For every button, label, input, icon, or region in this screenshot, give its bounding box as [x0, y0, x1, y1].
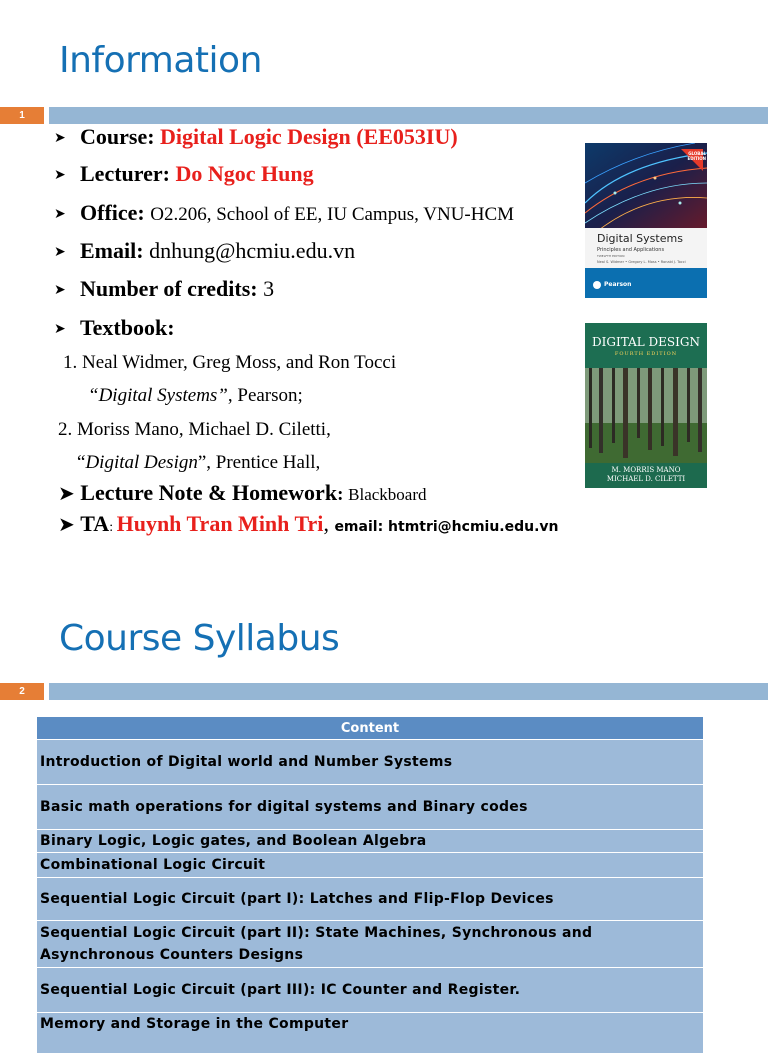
- email-value[interactable]: dnhung@hcmiu.edu.vn: [149, 238, 356, 263]
- book-cover-art: [585, 143, 707, 298]
- email-item: [54, 238, 355, 264]
- textbook-1-authors: 1. Neal Widmer, Greg Moss, and Ron Tocci: [63, 352, 397, 373]
- lecturer-item: [54, 161, 314, 187]
- book1-authors: Neal S. Widmer • Gregory L. Moss • Ronald J. Tocci: [597, 260, 686, 264]
- table-row: Introduction of Digital world and Number Systems: [37, 740, 704, 785]
- credits-item: [54, 276, 274, 302]
- ta-email[interactable]: email: htmtri@hcmiu.edu.vn: [334, 519, 559, 535]
- arrow-bullet-icon: ➤: [54, 244, 66, 260]
- office-value: O2.206, School of EE, IU Campus, VNU-HCM: [150, 204, 515, 225]
- book1-title: Digital Systems: [597, 232, 683, 245]
- table-row: Memory and Storage in the Computer: [37, 1013, 704, 1054]
- table-row: Basic math operations for digital systems and Binary codes: [37, 785, 704, 830]
- table-header: Content: [37, 717, 704, 740]
- book2-author-1: M. MORRIS MANO: [611, 466, 681, 474]
- course-item: [54, 124, 458, 150]
- slide-title: Information: [59, 40, 262, 81]
- table-row: Sequential Logic Circuit (part II): State Machines, Synchronous and Asynchronous Counters Designs: [37, 921, 704, 968]
- textbook-2-open-quote: “: [77, 452, 86, 473]
- arrow-bullet-icon: ➤: [58, 512, 75, 536]
- book1-publisher: Pearson: [604, 281, 632, 288]
- ta-comma: ,: [323, 511, 335, 536]
- digital-design-book-cover: [585, 323, 707, 488]
- book1-badge: GLOBAL EDITION: [687, 151, 706, 161]
- email-label: Email:: [80, 238, 150, 263]
- lecture-note-sep: :: [337, 484, 349, 505]
- ta-label: TA: [80, 511, 110, 536]
- book2-edition: FOURTH EDITION: [614, 351, 678, 357]
- book1-edition: TWELFTH EDITION: [597, 254, 625, 258]
- textbook-1-title-line: [88, 385, 303, 407]
- lecture-note-item: [58, 480, 427, 506]
- arrow-bullet-icon: ➤: [54, 206, 66, 222]
- arrow-bullet-icon: ➤: [54, 167, 66, 183]
- arrow-bullet-icon: ➤: [54, 130, 66, 146]
- syllabus-table: [36, 716, 704, 1054]
- arrow-bullet-icon: ➤: [54, 282, 66, 298]
- textbook-2-publisher: ”, Prentice Hall,: [197, 452, 321, 473]
- lecturer-value: Do Ngoc Hung: [175, 161, 314, 186]
- textbook-2-authors: 2. Moriss Mano, Michael D. Ciletti,: [58, 419, 331, 440]
- office-label: Office:: [80, 200, 151, 225]
- header-bar: [49, 683, 768, 700]
- book1-subtitle: Principles and Applications: [597, 247, 665, 253]
- ta-value: Huynh Tran Minh Tri: [116, 511, 324, 536]
- ta-item: [58, 511, 559, 537]
- ta-sep: :: [109, 520, 117, 535]
- header-bar: [49, 107, 768, 124]
- credits-value: 3: [263, 276, 275, 301]
- office-item: [54, 200, 514, 226]
- lecture-note-value: Blackboard: [348, 485, 427, 504]
- lecturer-label: Lecturer:: [80, 161, 176, 186]
- digital-systems-book-cover: [585, 143, 707, 298]
- table-row: Combinational Logic Circuit: [37, 853, 704, 878]
- arrow-bullet-icon: ➤: [58, 481, 75, 505]
- table-row: Sequential Logic Circuit (part I): Latches and Flip-Flop Devices: [37, 878, 704, 921]
- table-row: Sequential Logic Circuit (part III): IC Counter and Register.: [37, 968, 704, 1013]
- credits-label: Number of credits:: [80, 276, 264, 301]
- textbook-item: [54, 315, 175, 341]
- slide-number-badge: 2: [0, 683, 44, 700]
- book2-title: DIGITAL DESIGN: [592, 335, 700, 349]
- textbook-1-title: “Digital Systems”: [88, 385, 228, 406]
- textbook-2-title-line: [77, 452, 320, 474]
- slide-title: Course Syllabus: [59, 618, 340, 659]
- course-value: Digital Logic Design (EE053IU): [160, 124, 458, 149]
- arrow-bullet-icon: ➤: [54, 321, 66, 337]
- book2-author-2: MICHAEL D. CILETTI: [606, 475, 686, 483]
- slide-number-badge: 1: [0, 107, 44, 124]
- textbook-2-title: Digital Design: [85, 452, 198, 473]
- lecture-note-label: Lecture Note & Homework: [80, 480, 338, 505]
- textbook-label: Textbook:: [80, 315, 175, 340]
- table-row: Binary Logic, Logic gates, and Boolean Algebra: [37, 830, 704, 853]
- textbook-1-publisher: , Pearson;: [227, 385, 303, 406]
- course-label: Course:: [80, 124, 161, 149]
